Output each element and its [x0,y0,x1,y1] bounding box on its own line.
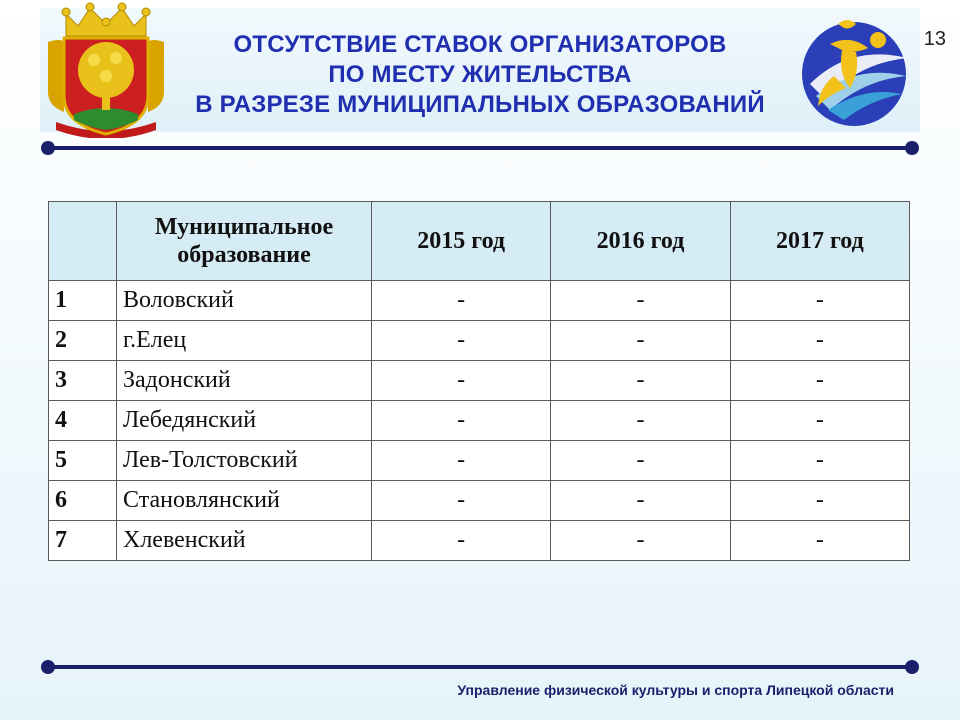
value-2017: - [730,521,909,561]
column-header-2016: 2016 год [551,202,730,281]
table-row [49,521,910,561]
sport-emblem-icon [790,14,916,130]
table-row [49,481,910,521]
value-2015: - [372,401,551,441]
column-header-2015: 2015 год [372,202,551,281]
row-number: 4 [49,401,117,441]
value-2016: - [551,401,730,441]
row-number: 7 [49,521,117,561]
table-row [49,321,910,361]
municipality-name: Лев-Толстовский [117,441,372,481]
value-2016: - [551,481,730,521]
table-row [49,281,910,321]
value-2015: - [372,361,551,401]
page-number: 13 [923,28,946,50]
municipality-name: Воловский [117,281,372,321]
table-row [49,401,910,441]
value-2017: - [730,481,909,521]
value-2017: - [730,281,909,321]
footer-text: Управление физической культуры и спорта Липецкой области [457,682,894,698]
value-2016: - [551,281,730,321]
value-2015: - [372,321,551,361]
value-2015: - [372,481,551,521]
municipality-name: Становлянский [117,481,372,521]
row-number: 3 [49,361,117,401]
value-2016: - [551,321,730,361]
municipality-name: Лебедянский [117,401,372,441]
coat-of-arms-icon [44,2,168,138]
row-number: 5 [49,441,117,481]
value-2016: - [551,361,730,401]
value-2017: - [730,321,909,361]
row-number: 2 [49,321,117,361]
title-line-2: ПО МЕСТУ ЖИТЕЛЬСТВА [328,61,632,88]
title-line-1: ОТСУТСТВИЕ СТАВОК ОРГАНИЗАТОРОВ [233,31,727,58]
row-number: 1 [49,281,117,321]
table-header-row [49,202,910,281]
value-2017: - [730,361,909,401]
value-2016: - [551,441,730,481]
table-row [49,361,910,401]
value-2017: - [730,401,909,441]
value-2017: - [730,441,909,481]
column-header-number [49,202,117,281]
page-title [160,30,800,120]
column-header-2017: 2017 год [730,202,909,281]
data-table [48,201,910,561]
value-2015: - [372,441,551,481]
row-number: 6 [49,481,117,521]
value-2015: - [372,281,551,321]
column-header-municipality: Муниципальное образование [117,202,372,281]
municipality-name: г.Елец [117,321,372,361]
top-divider [48,146,912,150]
municipality-name: Хлевенский [117,521,372,561]
title-line-3: В РАЗРЕЗЕ МУНИЦИПАЛЬНЫХ ОБРАЗОВАНИЙ [195,91,765,118]
bottom-divider [48,665,912,669]
value-2015: - [372,521,551,561]
municipality-name: Задонский [117,361,372,401]
table-row [49,441,910,481]
value-2016: - [551,521,730,561]
